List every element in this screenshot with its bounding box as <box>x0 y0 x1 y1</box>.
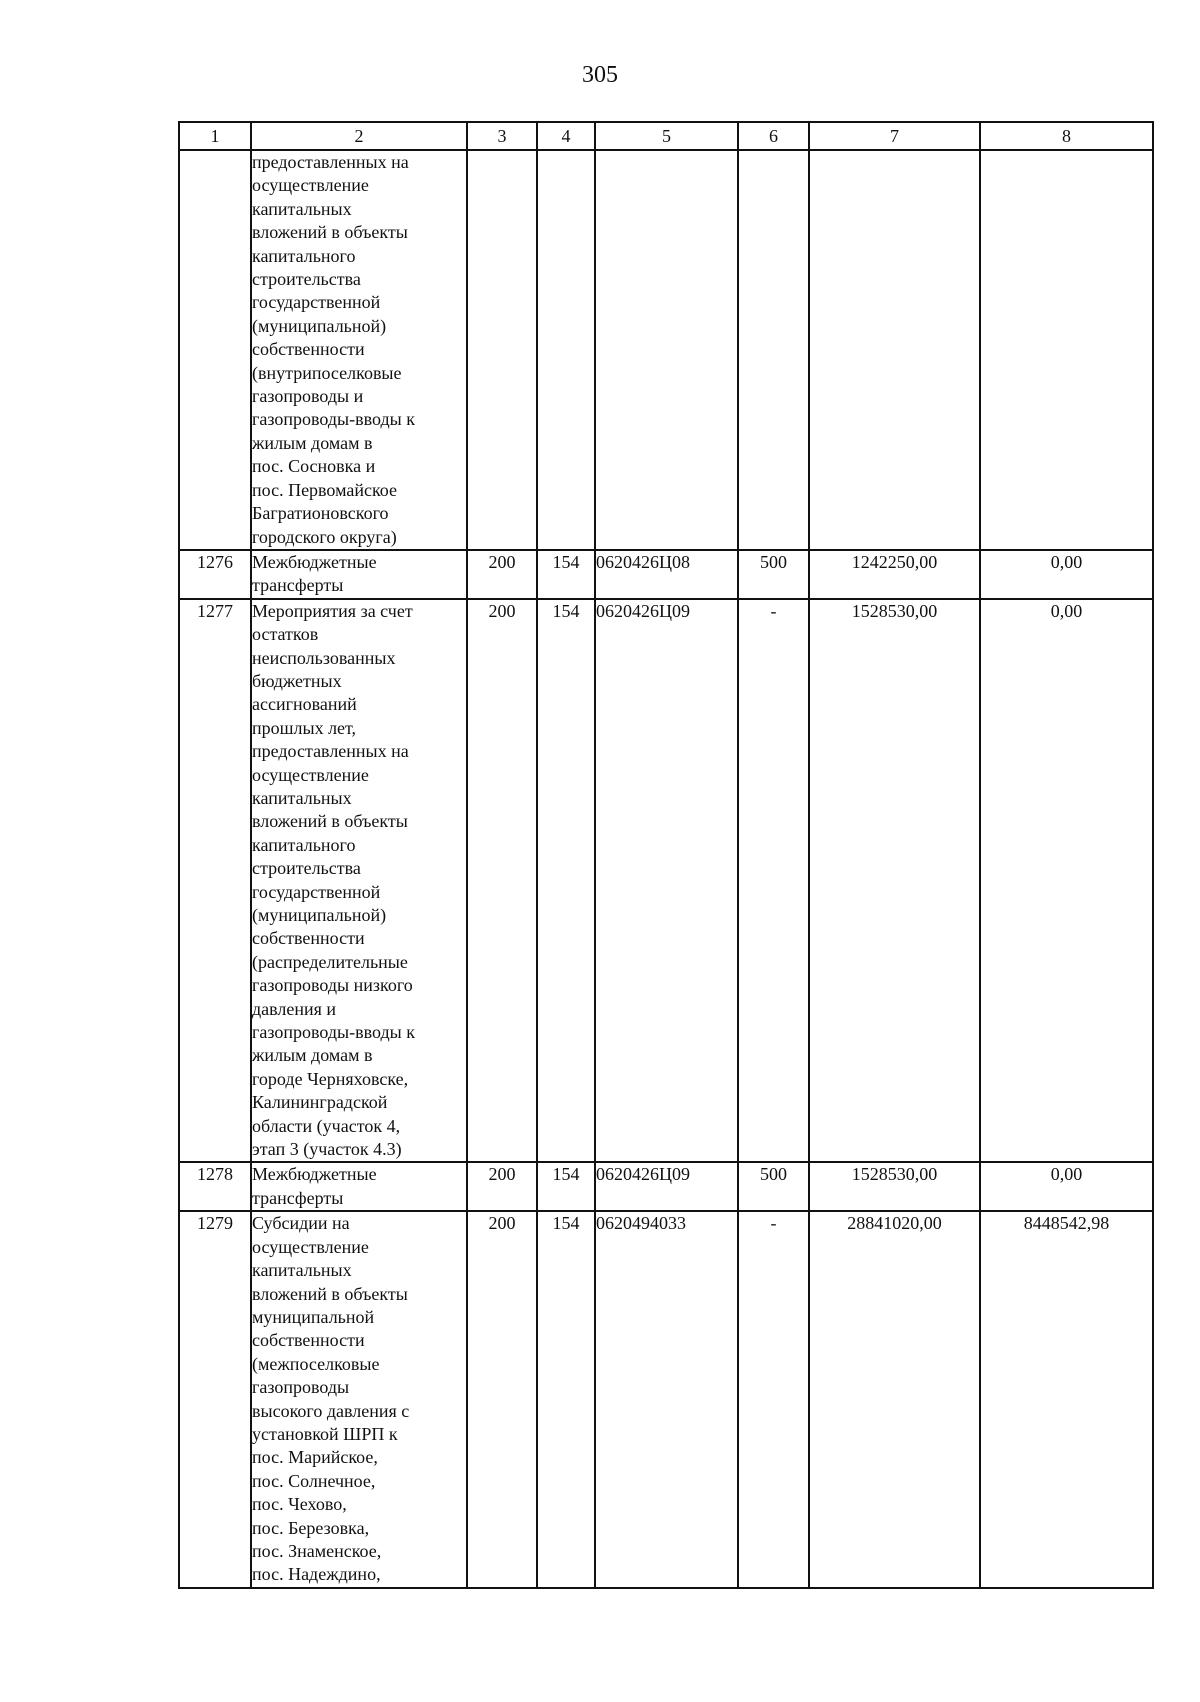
column-header: 6 <box>738 122 809 150</box>
cell-col4: 154 <box>537 1211 595 1588</box>
column-header: 1 <box>179 122 251 150</box>
column-header: 4 <box>537 122 595 150</box>
row-description: Межбюджетные трансферты <box>251 1162 467 1211</box>
cell-code: 0620426Ц09 <box>595 1162 738 1211</box>
row-description: Межбюджетные трансферты <box>251 550 467 599</box>
cell-amount: 1528530,00 <box>809 599 980 1163</box>
row-number <box>179 150 251 550</box>
cell-col3: 200 <box>467 1211 537 1588</box>
cell-col3 <box>467 150 537 550</box>
table-row <box>179 150 1153 550</box>
cell-amount-2 <box>980 150 1153 550</box>
cell-col4: 154 <box>537 550 595 599</box>
cell-code: 0620426Ц09 <box>595 599 738 1163</box>
row-description: Субсидии на осуществление капитальных вложений в объекты муниципальной собственности (межпоселковые газопроводы высокого давления с установкой ШРП к пос. Марийское, пос. Солнечное, пос. Чехово, пос. Березовка, пос. Знаменское, пос. Надеждино, <box>251 1211 467 1588</box>
cell-col6: 500 <box>738 550 809 599</box>
column-header: 5 <box>595 122 738 150</box>
row-description: Мероприятия за счет остатков неиспользованных бюджетных ассигнований прошлых лет, предоставленных на осуществление капитальных вложений в объекты капитального строительства государственной (муниципальной) собственности (распределительные газопроводы низкого давления и газопроводы-вводы к жилым домам в городе Черняховске, Калининградской области (участок 4, этап 3 (участок 4.3) <box>251 599 467 1163</box>
cell-col4: 154 <box>537 1162 595 1211</box>
column-header: 2 <box>251 122 467 150</box>
table-row <box>179 599 1153 1163</box>
cell-col3: 200 <box>467 550 537 599</box>
row-number: 1278 <box>179 1162 251 1211</box>
cell-amount: 1242250,00 <box>809 550 980 599</box>
table-row <box>179 1162 1153 1211</box>
cell-code: 0620426Ц08 <box>595 550 738 599</box>
cell-amount-2: 0,00 <box>980 599 1153 1163</box>
cell-col3: 200 <box>467 1162 537 1211</box>
column-header: 7 <box>809 122 980 150</box>
row-number: 1279 <box>179 1211 251 1588</box>
row-description: предоставленных на осуществление капитальных вложений в объекты капитального строительства государственной (муниципальной) собственности (внутрипоселковые газопроводы и газопроводы-вводы к жилым домам в пос. Сосновка и пос. Первомайское Багратионовского городского округа) <box>251 150 467 550</box>
cell-col6: 500 <box>738 1162 809 1211</box>
cell-amount: 28841020,00 <box>809 1211 980 1588</box>
cell-amount-2: 0,00 <box>980 550 1153 599</box>
table-row <box>179 550 1153 599</box>
cell-col6: - <box>738 599 809 1163</box>
row-number: 1276 <box>179 550 251 599</box>
row-number: 1277 <box>179 599 251 1163</box>
cell-amount <box>809 150 980 550</box>
cell-code <box>595 150 738 550</box>
header-row <box>179 122 1153 150</box>
table-row <box>179 1211 1153 1588</box>
cell-col3: 200 <box>467 599 537 1163</box>
cell-col6: - <box>738 1211 809 1588</box>
column-header: 8 <box>980 122 1153 150</box>
cell-col6 <box>738 150 809 550</box>
cell-amount-2: 0,00 <box>980 1162 1153 1211</box>
cell-code: 0620494033 <box>595 1211 738 1588</box>
cell-col4: 154 <box>537 599 595 1163</box>
column-header: 3 <box>467 122 537 150</box>
budget-table <box>178 121 1154 1589</box>
cell-amount-2: 8448542,98 <box>980 1211 1153 1588</box>
cell-amount: 1528530,00 <box>809 1162 980 1211</box>
page-number: 305 <box>582 62 618 88</box>
cell-col4 <box>537 150 595 550</box>
